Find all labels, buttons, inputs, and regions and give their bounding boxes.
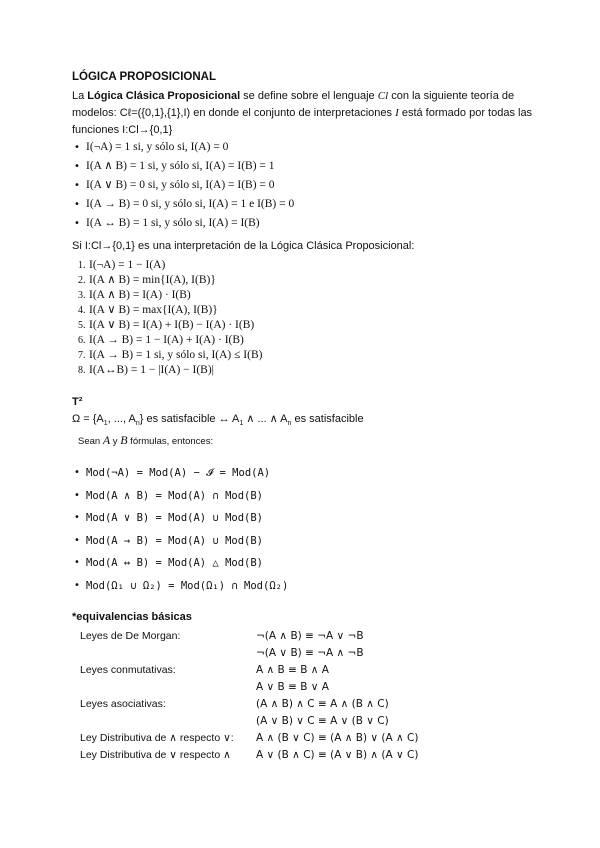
equivalence-formula: (A ∧ B) ∧ C ≡ A ∧ (B ∧ C) xyxy=(256,698,389,710)
intro-paragraph xyxy=(72,88,542,139)
model-item: • Mod(A ∨ B) = Mod(A) ∪ Mod(B) xyxy=(74,507,288,530)
property-number: 4. xyxy=(78,305,86,316)
section-t2-heading: T² xyxy=(72,396,83,408)
model-item: • Mod(A ∧ B) = Mod(A) ∩ Mod(B) xyxy=(74,485,288,508)
omega-subscript: n xyxy=(287,420,292,428)
equivalence-label: Ley Distributiva de ∧ respecto ∨: xyxy=(80,732,234,744)
equivalence-formula: A ∨ B ≡ B ∨ A xyxy=(256,681,329,693)
equivalence-formula: (A ∨ B) ∨ C ≡ A ∨ (B ∨ C) xyxy=(256,715,389,727)
property-text: I(A ∨ B) = I(A) + I(B) − I(A) · I(B) xyxy=(89,319,255,331)
equivalence-formula: A ∧ B ≡ B ∧ A xyxy=(256,664,329,676)
sean-text: fórmulas, entonces: xyxy=(127,436,214,447)
intro-text-1: La xyxy=(72,90,88,102)
sean-text: Sean xyxy=(78,436,103,447)
property-number: 1. xyxy=(78,260,86,271)
interpretation-line: Si I:Cl→{0,1} es una interpretación de la Lógica Clásica Proposicional: xyxy=(72,240,415,252)
equivalences-heading: *equivalencias básicas xyxy=(72,611,192,623)
omega-part: Ω = {A xyxy=(72,413,104,425)
property-item xyxy=(78,288,262,303)
intro-language: Cl xyxy=(377,90,389,102)
definition-item: • I(A ↔ B) = 1 si, y sólo si, I(A) = I(B) xyxy=(74,214,294,233)
model-item: • Mod(¬A) = Mod(A) − 𝓘 = Mod(A) xyxy=(74,462,288,485)
property-item xyxy=(78,303,262,318)
definition-item: • I(¬A) = 1 si, y sólo si, I(A) = 0 xyxy=(74,138,294,157)
models-list xyxy=(74,462,288,598)
omega-part: ∧ ... ∧ A xyxy=(243,413,288,425)
model-item: • Mod(A ↔ B) = Mod(A) △ Mod(B) xyxy=(74,552,288,575)
equivalence-label: Leyes de De Morgan: xyxy=(80,630,181,642)
property-item xyxy=(78,318,262,333)
property-text: I(A ∨ B) = max{I(A), I(B)} xyxy=(89,304,218,316)
equivalence-label: Leyes asociativas: xyxy=(80,698,166,710)
property-number: 8. xyxy=(78,365,86,376)
property-item xyxy=(78,273,262,288)
intro-bold-term: Lógica Clásica Proposicional xyxy=(87,90,241,102)
property-item xyxy=(78,348,262,363)
definition-item: • I(A ∧ B) = 1 si, y sólo si, I(A) = I(B) = 1 xyxy=(74,157,294,176)
omega-part: es satisfacible xyxy=(291,413,364,425)
intro-interp-set: I xyxy=(395,107,399,119)
model-item: • Mod(A → B) = Mod(A) ∪ Mod(B) xyxy=(74,530,288,553)
property-text: I(¬A) = 1 − I(A) xyxy=(89,259,166,271)
property-text: I(A ∧ B) = min{I(A), I(B)} xyxy=(89,274,216,286)
definitions-list xyxy=(74,138,294,233)
omega-statement xyxy=(72,412,364,427)
page-title: LÓGICA PROPOSICIONAL xyxy=(72,71,216,83)
property-text: I(A → B) = 1 − I(A) + I(A) · I(B) xyxy=(89,334,244,346)
definition-item: • I(A → B) = 0 si, y sólo si, I(A) = 1 e I(B) = 0 xyxy=(74,195,294,214)
property-text: I(A↔B) = 1 − |I(A) − I(B)| xyxy=(89,364,214,376)
equivalence-label: Ley Distributiva de ∨ respecto ∧ xyxy=(80,749,231,761)
property-number: 2. xyxy=(78,275,86,286)
sean-line xyxy=(78,433,213,448)
property-item xyxy=(78,333,262,348)
equivalence-formula: ¬(A ∧ B) ≡ ¬A ∨ ¬B xyxy=(256,630,364,642)
omega-subscript: 1 xyxy=(103,420,108,428)
definition-item: • I(A ∨ B) = 0 si, y sólo si, I(A) = I(B) = 0 xyxy=(74,176,294,195)
properties-list xyxy=(78,258,262,378)
sean-text: y xyxy=(110,436,121,447)
formula-a: A xyxy=(102,433,111,447)
equivalence-formula: A ∨ (B ∧ C) ≡ (A ∨ B) ∧ (A ∨ C) xyxy=(256,749,419,761)
property-number: 5. xyxy=(78,320,86,331)
intro-text-2: se define sobre el lenguaje xyxy=(240,90,378,102)
equivalence-formula: ¬(A ∨ B) ≡ ¬A ∧ ¬B xyxy=(256,647,364,659)
property-number: 7. xyxy=(78,350,86,361)
property-item xyxy=(78,258,262,273)
omega-part: , ..., A xyxy=(107,413,136,425)
omega-subscript: n xyxy=(135,420,140,428)
property-text: I(A ∧ B) = I(A) · I(B) xyxy=(89,289,191,301)
intro-text-4: está formado por todas las funciones I:Cl→{0,1} xyxy=(72,107,533,136)
equivalence-label: Leyes conmutativas: xyxy=(80,664,176,676)
formula-b: B xyxy=(120,433,128,447)
omega-part: } es satisfacible ↔ A xyxy=(139,413,240,425)
equivalence-formula: A ∧ (B ∨ C) ≡ (A ∧ B) ∨ (A ∧ C) xyxy=(256,732,419,744)
property-item xyxy=(78,363,262,378)
model-item: • Mod(Ω₁ ∪ Ω₂) = Mod(Ω₁) ∩ Mod(Ω₂) xyxy=(74,575,288,598)
intro-text-3: con la siguiente teoría de modelos: Cℓ=({0,1},{1},I) en donde el conjunto de interpretaciones xyxy=(72,90,515,119)
property-text: I(A → B) = 1 si, y sólo si, I(A) ≤ I(B) xyxy=(89,349,263,361)
omega-subscript: 1 xyxy=(239,420,244,428)
property-number: 3. xyxy=(78,290,86,301)
property-number: 6. xyxy=(78,335,86,346)
